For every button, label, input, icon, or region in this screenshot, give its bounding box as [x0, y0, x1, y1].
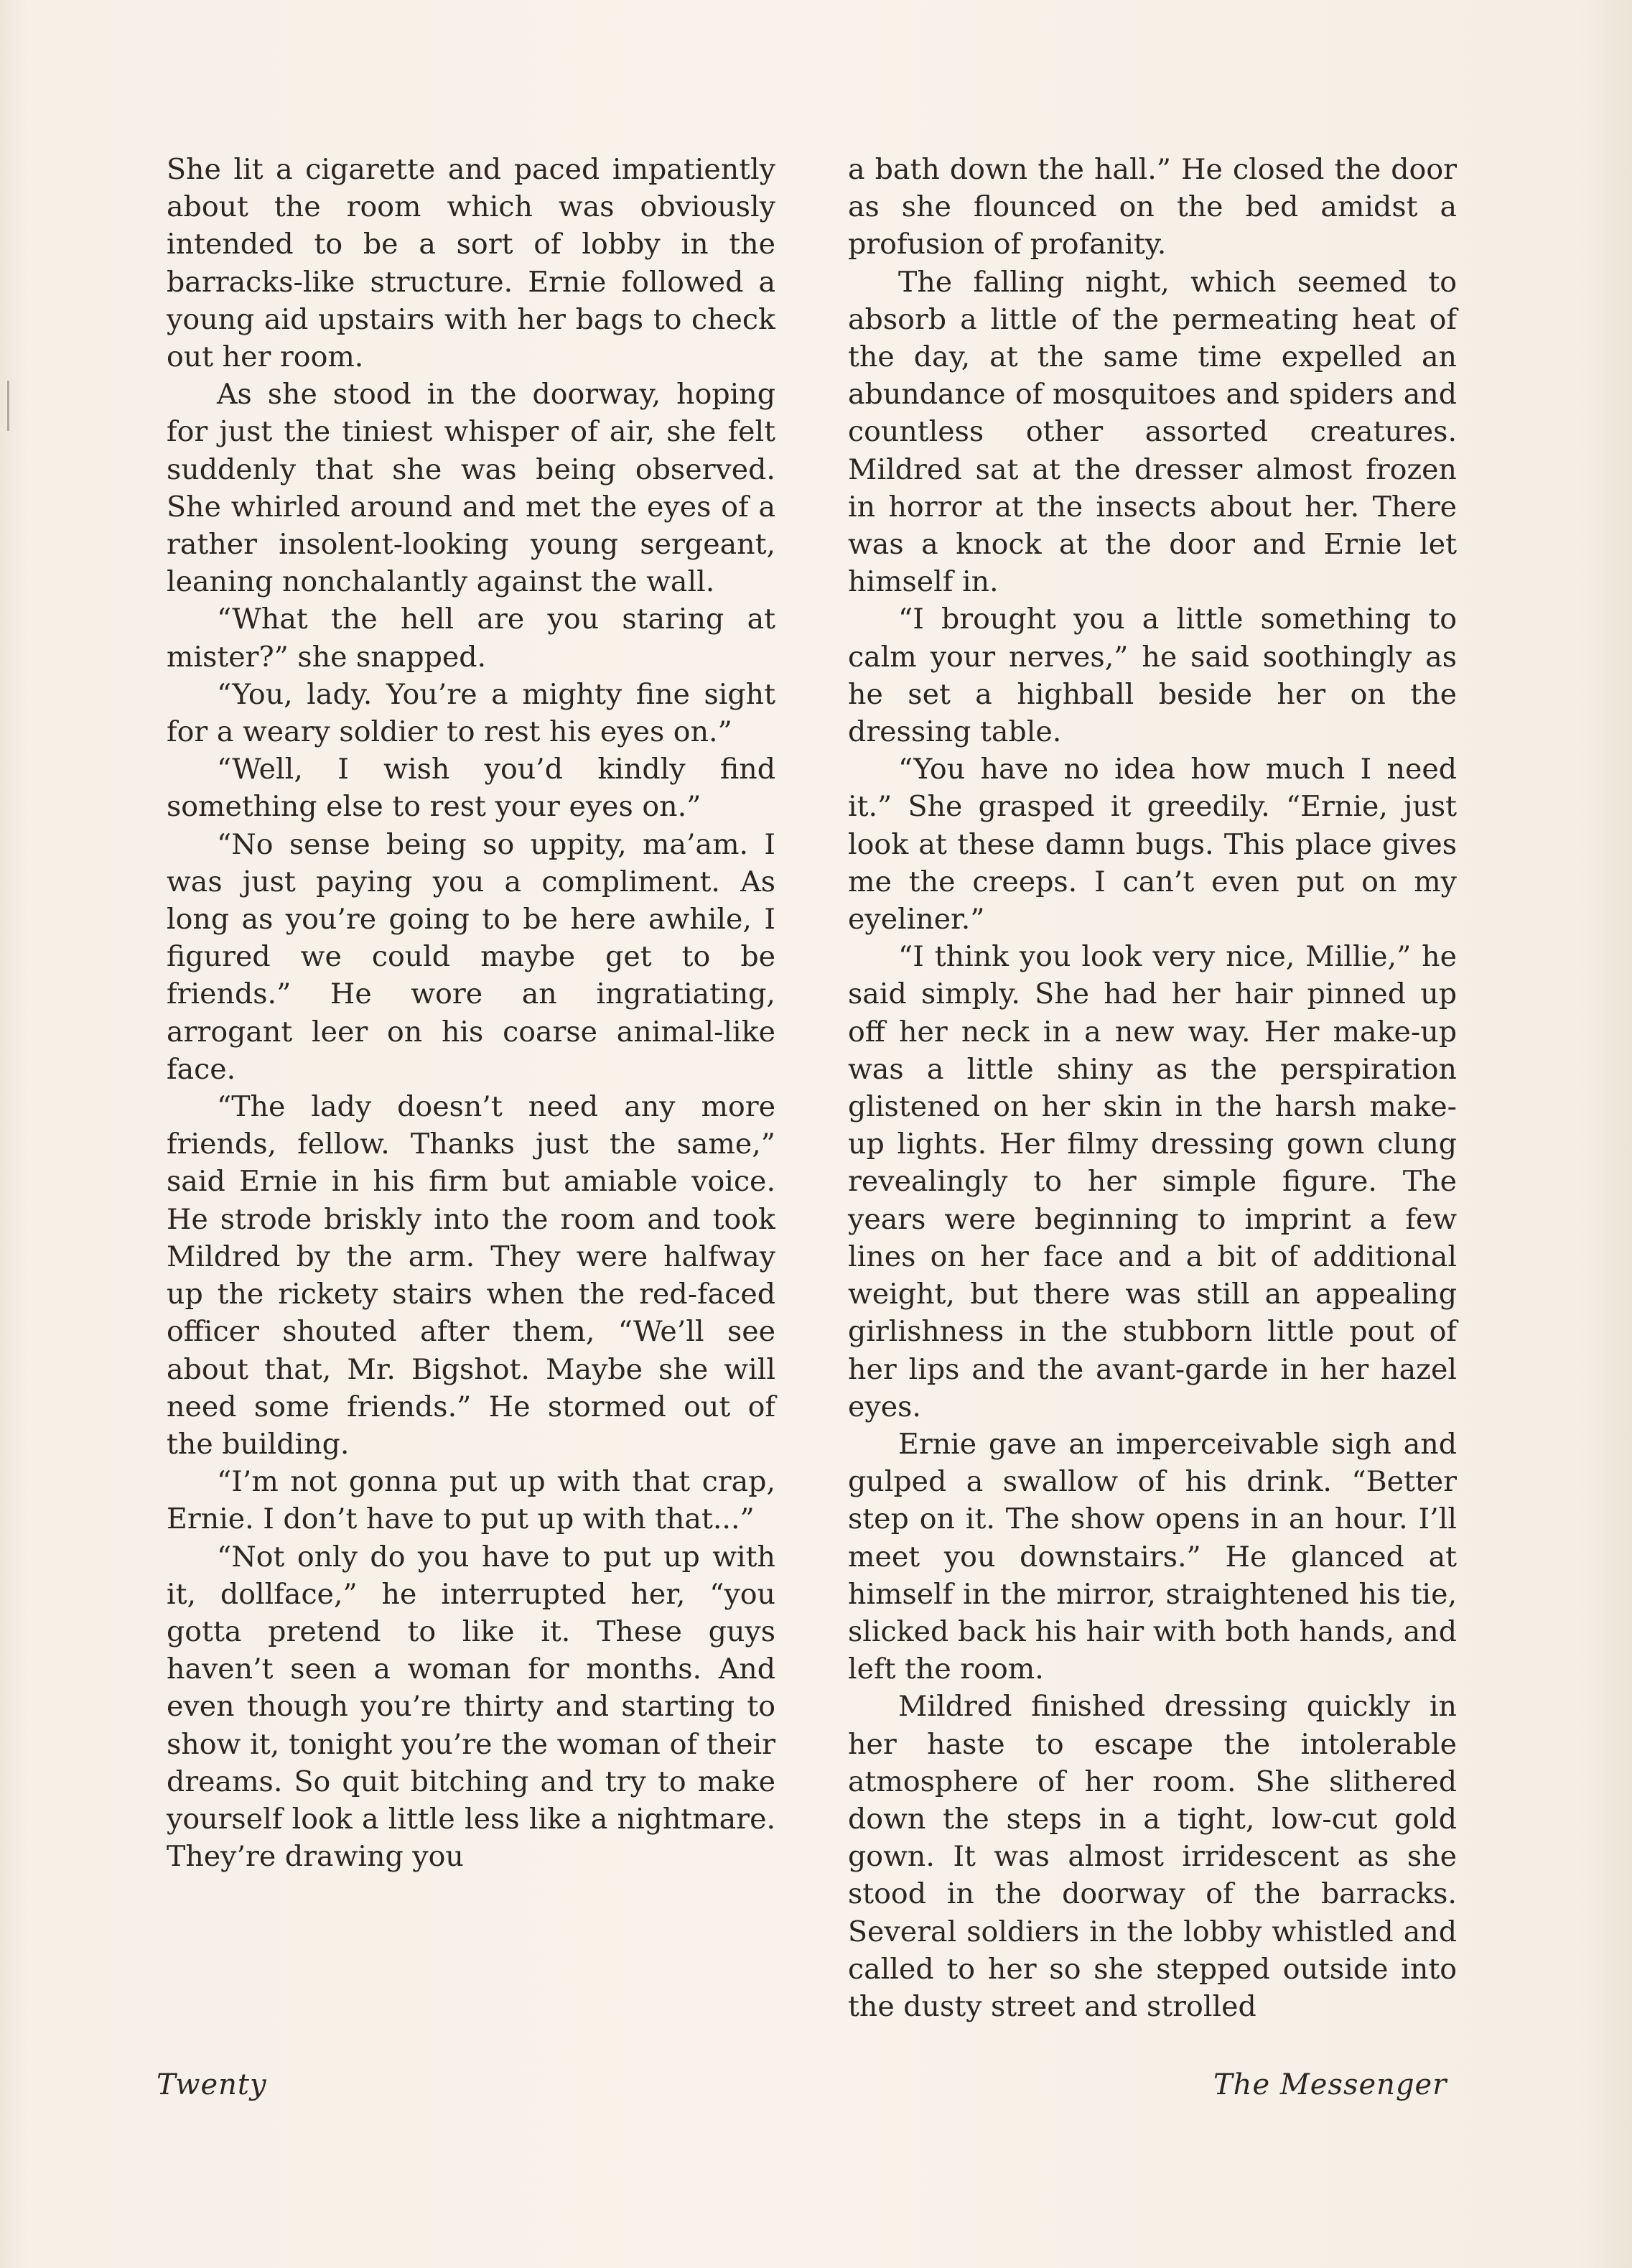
- paragraph: Ernie gave an imperceivable sigh and gulped a swallow of his drink. “Better step on it. The show opens in an hour. I’ll meet you downstairs.” He glanced at himself in the mirror, straightened his tie, slicked back his hair with both hands, and left the room.: [848, 1427, 1457, 1686]
- paragraph: “No sense being so uppity, ma’am. I was just paying you a compliment. As long as you’re going to be here awhile, I figured we could maybe get to be friends.” He wore an ingratiating, arrogant leer on his coarse animal-like face.: [167, 827, 775, 1086]
- paragraph: As she stood in the doorway, hoping for just the tiniest whisper of air, she felt suddenly that she was being observed. She whirled around and met the eyes of a rather insolent-looking young sergeant, leaning nonchalantly against the wall.: [167, 378, 775, 599]
- binding-edge-mark: [7, 381, 9, 431]
- paragraph: “You, lady. You’re a mighty fine sight for a weary soldier to rest his eyes on.”: [167, 677, 775, 749]
- paragraph: She lit a cigarette and paced impatiently about the room which was obviously intended to be a sort of lobby in the barracks-like structure. Ernie followed a young aid upstairs with her bags to check out her room.: [167, 153, 775, 374]
- page-number-footer: Twenty: [157, 2068, 267, 2101]
- publication-name-footer: The Messenger: [1213, 2068, 1447, 2101]
- paragraph: “Not only do you have to put up with it, dollface,” he interrupted her, “you gotta pretend to like it. These guys haven’t seen a woman for months. And even though you’re thirty and starting to show it, tonight you’re the woman of their dreams. So quit bitching and try to make yourself look a little less like a nightmare. They’re drawing you: [167, 1540, 775, 1874]
- paragraph: “Well, I wish you’d kindly find something else to rest your eyes on.”: [167, 753, 775, 824]
- paragraph: Mildred finished dressing quickly in her haste to escape the intolerable atmosphere of her room. She slithered down the steps in a tight, low-cut gold gown. It was almost irridescent as she stood in the doorway of the barracks. Several soldiers in the lobby whistled and called to her so she stepped outside into the dusty street and strolled: [848, 1690, 1457, 2023]
- paragraph: The falling night, which seemed to absorb a little of the permeating heat of the day, at the same time expelled an abundance of mosquitoes and spiders and countless other assorted creatures. Mildred sat at the dresser almost frozen in horror at the insects about her. There was a knock at the door and Ernie let himself in.: [848, 265, 1457, 599]
- paragraph: “I brought you a little something to calm your nerves,” he said soothingly as he set a highball beside her on the dressing table.: [848, 603, 1457, 749]
- paragraph: “The lady doesn’t need any more friends, fellow. Thanks just the same,” said Ernie in his firm but amiable voice. He strode briskly into the room and took Mildred by the arm. They were halfway up the rickety stairs when the red-faced officer shouted after them, “We’ll see about that, Mr. Bigshot. Maybe she will need some friends.” He stormed out of the building.: [167, 1090, 775, 1461]
- paragraph: “I think you look very nice, Millie,” he said simply. She had her hair pinned up off her neck in a new way. Her make-up was a little shiny as the perspiration glistened on her skin in the harsh make-up lights. Her filmy dressing gown clung revealingly to her simple figure. The years were beginning to imprint a few lines on her face and a bit of additional weight, but there was still an appealing girlishness in the stubborn little pout of her lips and the avant-garde in her hazel eyes.: [848, 940, 1457, 1423]
- paragraph: “You have no idea how much I need it.” She grasped it greedily. “Ernie, just look at these damn bugs. This place gives me the creeps. I can’t even put on my eyeliner.”: [848, 753, 1457, 937]
- left-text-column: [167, 151, 775, 1875]
- paragraph: a bath down the hall.” He closed the door as she flounced on the bed amidst a profusion of profanity.: [848, 153, 1457, 261]
- paragraph: “What the hell are you staring at mister?” she snapped.: [167, 603, 775, 674]
- paragraph: “I’m not gonna put up with that crap, Ernie. I don’t have to put up with that...”: [167, 1465, 775, 1536]
- right-text-column: [848, 151, 1457, 2025]
